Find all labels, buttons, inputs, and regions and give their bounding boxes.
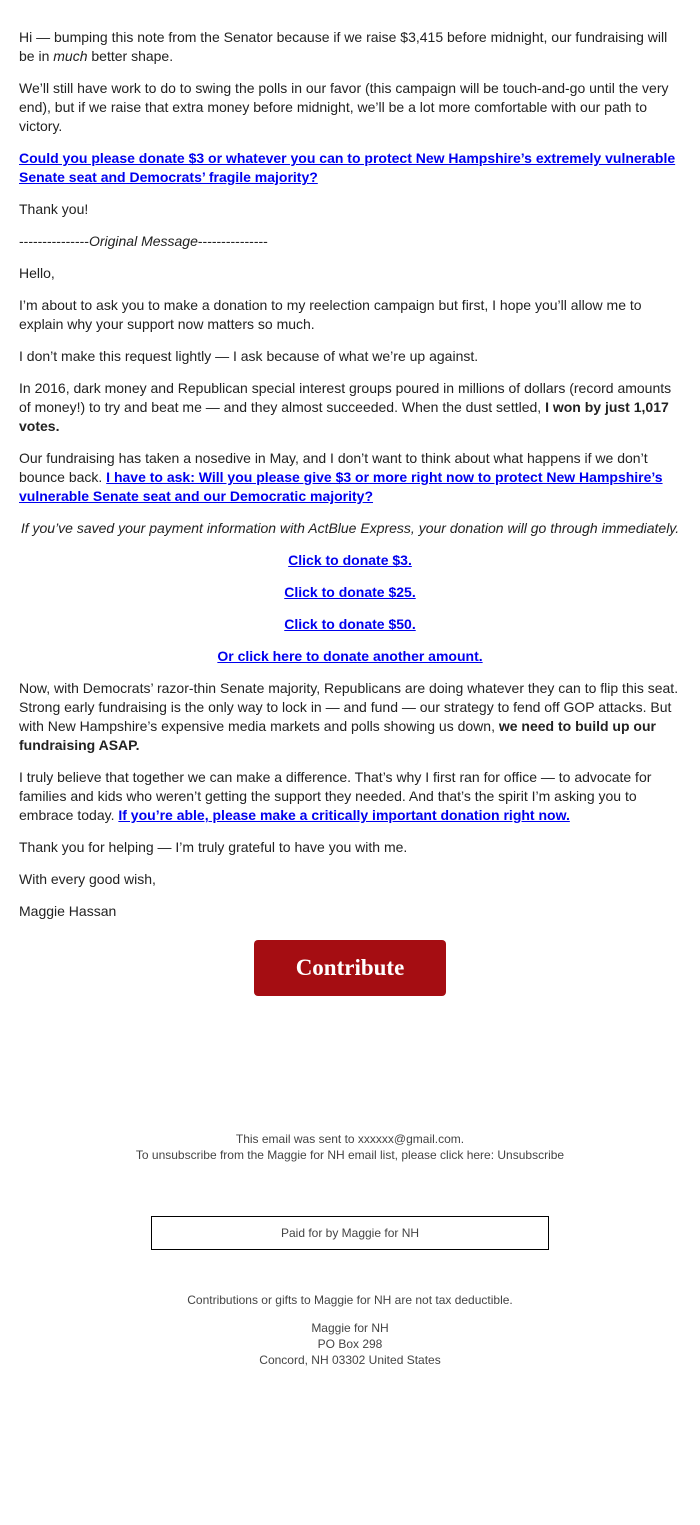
believe-paragraph [19, 768, 681, 825]
intro-paragraph [19, 28, 681, 66]
history-bold: I won by just 1,017 votes. [19, 399, 669, 434]
donate-other-row [19, 647, 681, 666]
tax-disclaimer: Contributions or gifts to Maggie for NH are not tax deductible. [187, 1293, 513, 1307]
footer-sent-info [19, 1131, 681, 1163]
actblue-note: If you’ve saved your payment information with ActBlue Express, your donation will go through immediately. [20, 520, 680, 536]
nosedive-text: Our fundraising has taken a nosedive in May, and I don’t want to think about what happens if we don’t bounce back. [19, 450, 648, 485]
donate-25-row [19, 583, 681, 602]
intro-text: Hi — bumping this note from the Senator because if we raise $3,415 before midnight, our fundraising will be in [19, 29, 668, 64]
majority-bold: we need to build up our fundraising ASAP. [19, 718, 656, 753]
lightly-paragraph: I don’t make this request lightly — I ask because of what we’re up against. [19, 348, 479, 364]
give-three-link[interactable]: I have to ask: Will you please give $3 or more right now to protect New Hampshire’s vulnerable Senate seat and our Democratic majority? [19, 469, 663, 504]
contribute-button[interactable]: Contribute [254, 940, 446, 996]
divider-dashes-left: --------------- [19, 233, 89, 249]
majority-paragraph [19, 679, 681, 755]
original-message-label: Original Message [88, 233, 198, 249]
donate-3-row [19, 551, 681, 570]
donate-3-link[interactable]: Click to donate $3. [288, 552, 412, 568]
donate-25-link[interactable]: Click to donate $25. [284, 584, 416, 600]
unsubscribe-line [19, 1147, 681, 1163]
contribute-row [19, 940, 681, 996]
address-po-box: PO Box 298 [317, 1337, 383, 1351]
intro-emphasis: much [53, 48, 88, 64]
unsubscribe-link[interactable]: Unsubscribe [497, 1148, 565, 1162]
paid-for-box: Paid for by Maggie for NH [151, 1216, 549, 1250]
signature: Maggie Hassan [19, 903, 117, 919]
greeting: Hello, [19, 265, 55, 281]
original-message-divider [19, 232, 681, 251]
believe-text: I truly believe that together we can make a difference. That’s why I first ran for office — to advocate for families and kids who weren’t getting the support they needed. And that’s the spirit I’m asking you to embrace today. [19, 769, 652, 823]
donate-50-row [19, 615, 681, 634]
donate-other-amount-link[interactable]: Or click here to donate another amount. [217, 648, 483, 664]
intro-text-end: better shape. [87, 48, 174, 64]
divider-dashes-right: --------------- [197, 233, 268, 249]
grateful-paragraph: Thank you for helping — I’m truly grateful to have you with me. [19, 839, 408, 855]
unsubscribe-text: To unsubscribe from the Maggie for NH email list, please click here: [135, 1148, 498, 1162]
polls-paragraph: We’ll still have work to do to swing the polls in our favor (this campaign will be touch-and-go until the very end), but if we raise that extra money before midnight, we’ll be a lot more comfortable with our path to victory. [19, 80, 669, 134]
donate-ask-paragraph [19, 149, 681, 187]
mailing-address [19, 1320, 681, 1368]
majority-text: Now, with Democrats’ razor-thin Senate majority, Republicans are doing whatever they can to flip this seat. Strong early fundraising is the only way to lock in — and fund — our strategy to fend off GOP attacks. But with New Hampshire’s expensive media markets and polls showing us down, [19, 680, 679, 734]
thank-you-text: Thank you! [19, 201, 89, 217]
donate-50-link[interactable]: Click to donate $50. [284, 616, 416, 632]
request-paragraph: I’m about to ask you to make a donation to my reelection campaign but first, I hope you’ll allow me to explain why your support now matters so much. [19, 297, 642, 332]
history-text: In 2016, dark money and Republican special interest groups poured in millions of dollars (record amounts of money!) to try and beat me — and they almost succeeded. When the dust settled, [19, 380, 672, 415]
donate-ask-link[interactable]: Could you please donate $3 or whatever you can to protect New Hampshire’s extremely vulnerable Senate seat and Democrats’ fragile majority? [19, 150, 676, 185]
critical-donation-link[interactable]: If you’re able, please make a critically important donation right now. [118, 807, 570, 823]
sent-to-text: This email was sent to xxxxxx@gmail.com. [235, 1132, 465, 1146]
closing-text: With every good wish, [19, 871, 156, 887]
address-name: Maggie for NH [311, 1321, 389, 1335]
address-city: Concord, NH 03302 United States [259, 1353, 441, 1367]
history-paragraph [19, 379, 681, 436]
nosedive-paragraph [19, 449, 681, 506]
